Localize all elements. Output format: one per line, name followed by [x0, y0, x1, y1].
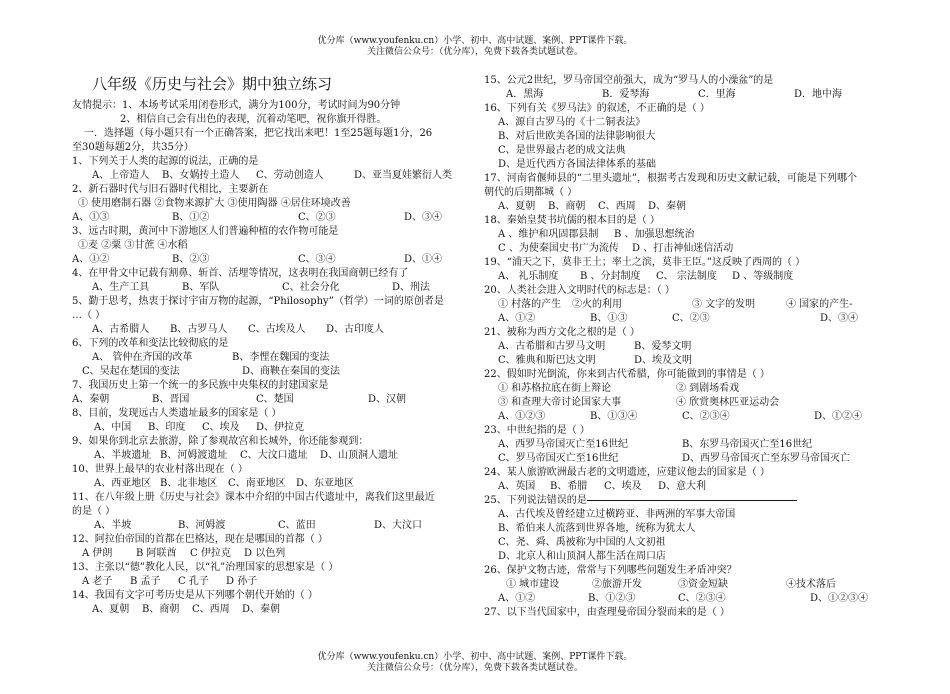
- option: B、军队: [182, 282, 220, 293]
- option: A、①②: [72, 254, 110, 265]
- option: C、罗马帝国灭亡至16世纪: [498, 453, 619, 464]
- option: B、①②: [172, 212, 210, 223]
- option: A、古希腊和古罗马文明: [498, 341, 606, 352]
- question-7: 7、我国历史上第一个统一的多民族中央集权的封建国家是: [72, 380, 329, 391]
- footer-line-2: 关注微信公众号：（优分库），免费下载各类试题试卷。: [366, 663, 583, 673]
- option: C、楚国: [256, 394, 294, 405]
- question-19-options: [484, 270, 884, 284]
- option: B、商朝: [142, 604, 180, 615]
- question-25: [484, 494, 884, 508]
- option: D、汉朝: [368, 394, 407, 405]
- option: B、北非地区: [160, 478, 218, 489]
- option: D、意大利: [658, 481, 707, 492]
- item: ③ 和查理大帝讨论国家大事: [498, 397, 622, 408]
- answer-blank: [587, 500, 797, 501]
- question-11-options: [72, 519, 472, 533]
- option: A、古希腊人: [92, 324, 150, 335]
- header-line-2: 关注微信公众号：（优分库），免费下载各类试题试卷。: [366, 47, 583, 57]
- question-11-cont: 的是（ ）: [72, 506, 116, 517]
- option: B、女娲抟土造人: [162, 170, 240, 181]
- option: D 、等级制度: [732, 271, 794, 282]
- question-5-cont: …（ ）: [72, 310, 106, 321]
- option: C、埃及: [604, 481, 642, 492]
- question-2: 2、新石器时代与旧石器时代相比，主要新在: [72, 184, 269, 195]
- option: C．里海: [698, 89, 736, 100]
- tip-line-1: 友情提示：1、本场考试采用闭卷形式，满分为100分，考试时间为90分钟: [72, 100, 401, 111]
- question-2-items: ① 使用磨制石器 ②食物来源扩大 ③使用陶器 ④居住环境改善: [78, 198, 351, 209]
- item: ④ 欣赏奥林匹亚运动会: [676, 397, 780, 408]
- question-17-cont: 朝代的后期都城（ ）: [484, 187, 578, 198]
- question-4-options: [72, 281, 472, 295]
- option: D、③④: [404, 212, 443, 223]
- option: A、英国: [498, 481, 536, 492]
- option: B、印度: [148, 422, 186, 433]
- question-4: 4、在甲骨文中记载有割鼻、斩首、活埋等情况，这表明在我国商朝已经有了: [72, 268, 409, 279]
- option: C 孔子: [178, 576, 209, 587]
- question-23: 23、中世纪指的是（ ）: [484, 425, 590, 436]
- option: A、①②: [498, 313, 536, 324]
- question-6: 6、下列的改革和变法比较彻底的是: [72, 338, 229, 349]
- question-6-options-2: [72, 365, 472, 379]
- item: ① 和苏格拉底在街上辩论: [498, 383, 612, 394]
- option: C、②③: [298, 212, 336, 223]
- question-23-options-2: [484, 452, 884, 466]
- option: D．地中海: [794, 89, 843, 100]
- question-18-options-2: [484, 242, 884, 256]
- option: C、②③: [672, 313, 710, 324]
- option: D、伊拉克: [256, 422, 305, 433]
- question-20: 20、人类社会进入文明时代的标志是：（ ）: [484, 285, 675, 296]
- question-25-option-c: C、尧、舜、禹被称为中国的人文初祖: [498, 537, 666, 548]
- option: C、蓝田: [278, 520, 316, 531]
- right-column: [484, 74, 884, 620]
- question-6-options-1: [72, 351, 472, 365]
- option: D、古印度人: [326, 324, 385, 335]
- question-27: 27、以下当代国家中，由查理曼帝国分裂而来的是（ ）: [484, 607, 730, 618]
- option: D、大汶口: [374, 520, 423, 531]
- option: C、雅典和斯巴达文明: [498, 355, 596, 366]
- option: A、半坡遗址: [94, 450, 152, 461]
- option: C、②③④: [678, 593, 726, 604]
- question-3-items: ①麦 ②粟 ③甘蔗 ④水稻: [78, 240, 188, 251]
- question-20-items: [484, 298, 884, 312]
- option: A、①③: [72, 212, 110, 223]
- question-19: 19、“浦天之下，莫非王土；率土之滨，莫非王臣。”这反映了西周的（ ）: [484, 257, 806, 268]
- item: ② 到剧场看戏: [676, 383, 740, 394]
- option: A、 礼乐制度: [498, 271, 559, 282]
- section-heading-1: 一．选择题（每小题只有一个正确答案，把它找出来吧！1至25题每题1分，26: [84, 128, 433, 139]
- option: A、上帝造人: [92, 170, 150, 181]
- option: B．爱琴海: [602, 89, 650, 100]
- option: D 孙子: [226, 576, 258, 587]
- question-16-option-b: B、对后世欧美各国的法律影响很大: [498, 131, 656, 142]
- option: D、③④: [820, 313, 859, 324]
- option: A、生产工具: [92, 282, 150, 293]
- option: D、东亚地区: [296, 478, 355, 489]
- option: A、①②③: [498, 411, 546, 422]
- option: C、西周: [598, 201, 636, 212]
- page-title: 八年级《历史与社会》期中独立练习: [92, 75, 333, 93]
- item: ②火的利用: [572, 299, 622, 310]
- option: C、③④: [298, 254, 336, 265]
- question-25-option-a: A、古代埃及曾经建立过横跨亚、非两洲的军事大帝国: [498, 509, 736, 520]
- option: C、南亚地区: [228, 478, 286, 489]
- option: B、②③: [172, 254, 210, 265]
- option: C、吴起在楚国的变法: [82, 366, 180, 377]
- question-3-options: [72, 253, 472, 267]
- question-24: 24、某人旅游欧洲最古老的文明遗迹，应建议他去的国家是（ ）: [484, 467, 770, 478]
- option: B、河姆渡遗址: [160, 450, 228, 461]
- option: B、①③: [590, 313, 628, 324]
- section-heading-2: 至30题每题2分，共35分）: [72, 142, 194, 153]
- question-16-option-a: A、源自古罗马的《十二铜表法》: [498, 117, 646, 128]
- option: C、埃及: [202, 422, 240, 433]
- option: A、夏朝: [92, 604, 130, 615]
- question-17: 17、河南省偃师县的“二里头遗址”，根据考古发现和历史文献记载，可能是下列哪个: [484, 173, 857, 184]
- question-21-options-2: [484, 354, 884, 368]
- question-15-options: [484, 88, 884, 102]
- option: D、①②③④: [810, 593, 869, 604]
- option: D、秦朝: [242, 604, 281, 615]
- option: C、古埃及人: [248, 324, 306, 335]
- question-22-options: [484, 410, 884, 424]
- option: A、西罗马帝国灭亡至16世纪: [498, 439, 628, 450]
- option: A、中国: [94, 422, 132, 433]
- question-24-options: [484, 480, 884, 494]
- option: D、刑法: [392, 282, 431, 293]
- option: B、东罗马帝国灭亡至16世纪: [682, 439, 813, 450]
- question-21: 21、被称为西方文化之根的是（ ）: [484, 327, 640, 338]
- question-21-options-1: [484, 340, 884, 354]
- option: D、商鞅在秦国的变法: [242, 366, 341, 377]
- tip-line-2: 2、相信自己会有出色的表现，沉着动笔吧，祝你旗开得胜。: [120, 114, 387, 125]
- question-25-option-d: D、北京人和山顶洞人都生活在周口店: [498, 551, 667, 562]
- question-12-options: [72, 547, 472, 561]
- item: ① 村落的产生: [498, 299, 562, 310]
- option: C、大汶口遗址: [240, 450, 308, 461]
- question-22: 22、假如时光倒流，你来到古代希腊，你可能做到的事情是（ ）: [484, 369, 770, 380]
- question-18: 18、秦始皇焚书坑儒的根本目的是（ ）: [484, 215, 660, 226]
- item: ④技术落后: [786, 579, 836, 590]
- question-10-options: [72, 477, 472, 491]
- option: B、①③④: [590, 411, 638, 422]
- option: A 伊朗: [82, 548, 113, 559]
- question-1: 1、下列关于人类的起源的说法，正确的是: [72, 156, 259, 167]
- option: A．黑海: [506, 89, 544, 100]
- page-footer: [0, 652, 950, 674]
- option: B、爱琴文明: [634, 341, 692, 352]
- item: ③ 文字的发明: [692, 299, 756, 310]
- question-16-option-d: D、是近代西方各国法律体系的基础: [498, 159, 657, 170]
- option: D、亚当夏娃繁衍人类: [354, 170, 453, 181]
- question-22-items-2: [484, 396, 884, 410]
- option: B、李悝在魏国的变法: [232, 352, 330, 363]
- option: A 、维护和巩固郡县制: [498, 229, 599, 240]
- question-16-option-c: C、是世界最古老的成文法典: [498, 145, 626, 156]
- option: A、夏朝: [498, 201, 536, 212]
- option: C、 宗法制度: [656, 271, 717, 282]
- option: B 阿联酋: [136, 548, 177, 559]
- option: B 、加强思想统治: [614, 229, 695, 240]
- option: D、山顶洞人遗址: [320, 450, 399, 461]
- question-10: 10、世界上最早的农业村落出现在（ ）: [72, 464, 248, 475]
- option: C 、为使秦国史书广为流传: [498, 243, 619, 254]
- question-25-option-b: B、希伯来人流落到世界各地，统称为犹太人: [498, 523, 696, 534]
- question-17-options: [484, 200, 884, 214]
- option: A、秦朝: [72, 394, 110, 405]
- question-1-options: [72, 169, 472, 183]
- option: B 孟子: [130, 576, 161, 587]
- question-11: 11、在八年级上册《历史与社会》课本中介绍的中国古代遗址中，离我们这里最近: [72, 492, 435, 503]
- question-13-options: [72, 575, 472, 589]
- question-26: 26、保护文物古迹，常常与下列哪些问题发生矛盾冲突？: [484, 565, 737, 576]
- option: D 、打击神仙迷信活动: [632, 243, 734, 254]
- option: D、秦朝: [648, 201, 687, 212]
- option: B、①②③: [588, 593, 636, 604]
- option: B 、分封制度: [580, 271, 641, 282]
- option: D 以色列: [244, 548, 286, 559]
- question-3: 3、远古时期，黄河中下游地区人们普遍种植的农作物可能是: [72, 226, 339, 237]
- option: A、西亚地区: [94, 478, 152, 489]
- page-header: [0, 36, 950, 58]
- option: B、希腊: [550, 481, 588, 492]
- option: A、①②: [498, 593, 536, 604]
- option: A、 管仲在齐国的改革: [92, 352, 193, 363]
- option: B、河姆渡: [178, 520, 226, 531]
- question-15: 15、公元2世纪，罗马帝国空前强大，成为“罗马人的小澡盆”的是: [484, 75, 774, 86]
- question-23-options-1: [484, 438, 884, 452]
- question-12: 12、阿拉伯帝国的首都在巴格达，现在是哪国的首都（ ）: [72, 534, 328, 545]
- option: C、西周: [192, 604, 230, 615]
- option: B、古罗马人: [170, 324, 228, 335]
- question-25-text: 25、下列说法错误的是: [484, 495, 587, 506]
- question-2-options: [72, 211, 472, 225]
- question-9-options: [72, 449, 472, 463]
- question-18-options-1: [484, 228, 884, 242]
- option: D、①④: [404, 254, 443, 265]
- left-column: [72, 74, 472, 617]
- question-14: 14、我国有文字可考历史是从下列哪个朝代开始的（ ）: [72, 590, 318, 601]
- question-16: 16、下列有关《罗马法》的叙述，不正确的是（ ）: [484, 103, 710, 114]
- question-20-options: [484, 312, 884, 326]
- question-22-items-1: [484, 382, 884, 396]
- question-26-items: [484, 578, 884, 592]
- question-14-options: [72, 603, 472, 617]
- question-5: 5、勤于思考，热衷于探讨宇宙万物的起源，“Philosophy”（哲学）一词的原创者是: [72, 296, 444, 307]
- option: C、社会分化: [282, 282, 340, 293]
- option: B、商朝: [548, 201, 586, 212]
- item: ②旅游开发: [592, 579, 642, 590]
- question-5-options: [72, 323, 472, 337]
- option: A、半坡: [94, 520, 132, 531]
- question-8-options: [72, 421, 472, 435]
- question-9: 9、如果你到北京去旅游，除了参观故宫和长城外，你还能参观到：: [72, 436, 369, 447]
- question-7-options: [72, 393, 472, 407]
- option: C 伊拉克: [190, 548, 231, 559]
- item: ① 城市建设: [506, 579, 560, 590]
- option: C、②③④: [682, 411, 730, 422]
- option: B、晋国: [152, 394, 190, 405]
- item: ④ 国家的产生-: [786, 299, 853, 310]
- question-26-options: [484, 592, 884, 606]
- option: D、①②④: [814, 411, 863, 422]
- question-8: 8、目前，发现远古人类遗址最多的国家是（ ）: [72, 408, 282, 419]
- option: C、劳动创造人: [256, 170, 324, 181]
- item: ③资金短缺: [678, 579, 728, 590]
- option: D、西罗马帝国灭亡至东罗马帝国灭亡: [682, 453, 851, 464]
- footer-line-1: 优分库（www.youfenku.cn）小学、初中、高中试题、案例、PPT课件下载。: [317, 652, 633, 662]
- option: A 老子: [82, 576, 113, 587]
- option: D、埃及文明: [634, 355, 693, 366]
- question-13: 13、主张以“德”教化人民，以“礼”治理国家的思想家是（ ）: [72, 562, 339, 573]
- header-line-1: 优分库（www.youfenku.cn）小学、初中、高中试题、案例、PPT课件下载。: [317, 36, 633, 46]
